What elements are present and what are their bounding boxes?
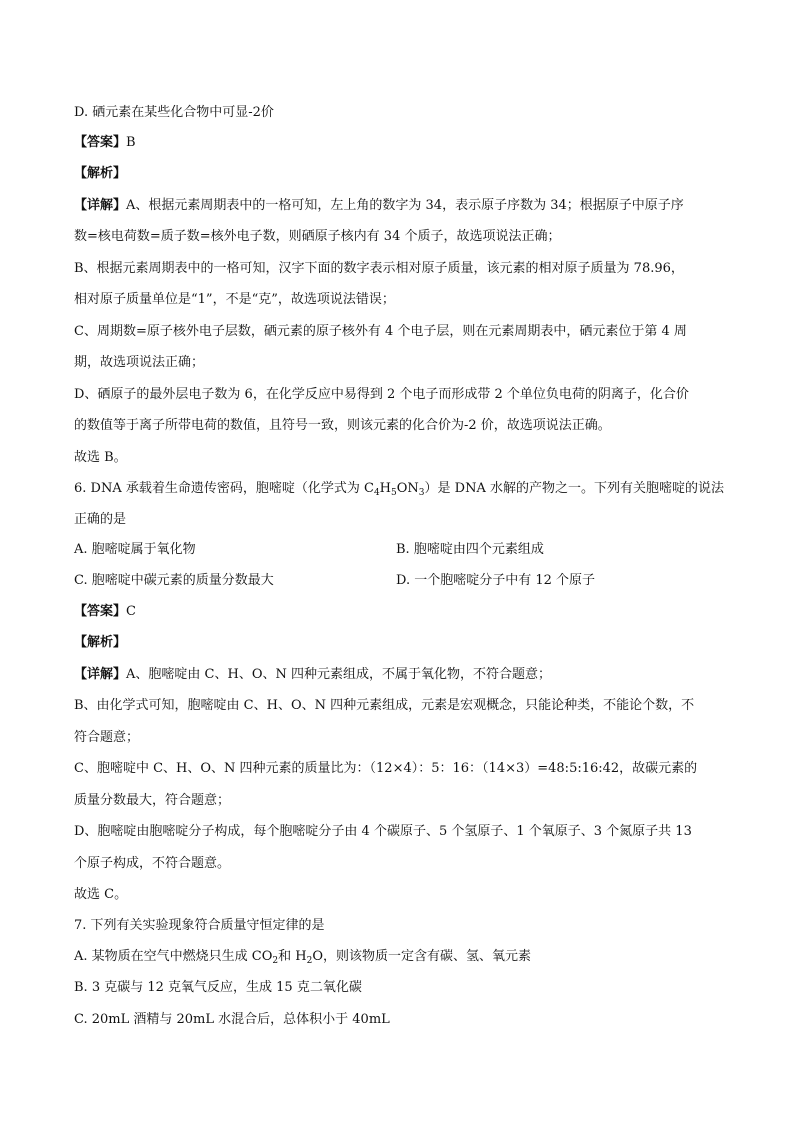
detail-text: 的数值等于离子所带电荷的数值，且符号一致，则该元素的化合价为-2 价，故选项说法正确。 xyxy=(74,418,611,433)
detail-text: 相对原子质量单位是“1”，不是“克”，故选项说法错误； xyxy=(74,292,395,307)
detail-text: D、硒原子的最外层电子数为 6，在化学反应中易得到 2 个电子而形成带 2 个单位负电荷的阴离子，化合价 xyxy=(74,387,689,402)
detail-text: D、胞嘧啶由胞嘧啶分子构成，每个胞嘧啶分子由 4 个碳原子、5 个氢原子、1 个氧原子、3 个氮原子共 13 xyxy=(74,824,692,839)
detail-q5-line6 xyxy=(74,354,204,372)
detail-q6-line6 xyxy=(74,823,692,841)
subscript: 2 xyxy=(306,956,313,966)
detail-text: 期，故选项说法正确； xyxy=(74,355,205,370)
detail-q6-line5 xyxy=(74,792,230,810)
option-d xyxy=(396,572,595,590)
detail-text: 数=核电荷数=质子数=核外电子数，则硒原子核内有 34 个质子，故选项说法正确； xyxy=(74,229,561,244)
analysis-tag: 【解析】 xyxy=(74,166,127,181)
detail-q5-line4 xyxy=(74,291,395,309)
detail-tag: 【详解】 xyxy=(74,198,127,213)
subscript: 2 xyxy=(272,956,279,966)
question-text: 7. 下列有关实验现象符合质量守恒定律的是 xyxy=(74,918,325,933)
detail-q6-line1 xyxy=(74,666,551,684)
question-text: 正确的是 xyxy=(74,512,127,527)
conclusion-q5 xyxy=(74,449,127,467)
analysis-heading-q5 xyxy=(74,165,126,183)
detail-q6-line3 xyxy=(74,729,139,747)
detail-text: B、由化学式可知，胞嘧啶由 C、H、O、N 四种元素组成，元素是宏观概念，只能论种类，不能论个数，不 xyxy=(74,698,695,713)
question-text: ON xyxy=(396,481,419,496)
detail-q6-line4 xyxy=(74,760,697,778)
conclusion-text: 故选 C。 xyxy=(74,887,128,902)
option-b xyxy=(396,541,544,559)
question-7-stem xyxy=(74,917,325,935)
detail-q5-line7 xyxy=(74,386,689,404)
question-7-option-b xyxy=(74,979,362,997)
option-a-text: 和 H xyxy=(278,949,307,964)
option-c-text: C. 20mL 酒精与 20mL 水混合后，总体积小于 40mL xyxy=(74,1012,390,1027)
analysis-heading-q6 xyxy=(74,634,126,652)
question-text: H xyxy=(379,481,392,496)
detail-text: 质量分数最大，符合题意； xyxy=(74,793,231,808)
question-text: ）是 DNA 水解的产物之一。下列有关胞嘧啶的说法 xyxy=(424,481,724,496)
question-text: 6. DNA 承载着生命遗传密码，胞嘧啶（化学式为 C xyxy=(74,481,374,496)
conclusion-q6 xyxy=(74,886,127,904)
option-d-q5 xyxy=(74,104,274,122)
subscript: 3 xyxy=(418,488,425,498)
question-6-line1 xyxy=(74,480,724,498)
answer-tag: 【答案】 xyxy=(74,135,127,150)
detail-q6-line2 xyxy=(74,697,694,715)
detail-text: 符合题意； xyxy=(74,730,140,745)
subscript: 5 xyxy=(391,488,397,498)
option-d-q5-text: D. 硒元素在某些化合物中可显-2价 xyxy=(74,105,274,120)
answer-value: C xyxy=(126,604,136,619)
option-c: C. 胞嘧啶中碳元素的质量分数最大 xyxy=(74,573,274,588)
option-a-text: O，则该物质一定含有碳、氢、氧元素 xyxy=(312,949,532,964)
option-d-text: D. 一个胞嘧啶分子中有 12 个原子 xyxy=(396,573,596,588)
detail-q5-line3 xyxy=(74,260,684,278)
question-7-option-a xyxy=(74,948,531,966)
analysis-tag: 【解析】 xyxy=(74,635,127,650)
answer-value: B xyxy=(126,135,136,150)
option-b-text: B. 3 克碳与 12 克氧气反应，生成 15 克二氧化碳 xyxy=(74,980,362,995)
detail-q6-line7 xyxy=(74,855,230,873)
detail-q5-line8 xyxy=(74,417,611,435)
detail-q5-line2 xyxy=(74,228,561,246)
conclusion-text: 故选 B。 xyxy=(74,450,127,465)
option-a: A. 胞嘧啶属于氧化物 xyxy=(74,542,196,557)
detail-q5-line1 xyxy=(74,197,684,215)
question-6-options-row1 xyxy=(74,541,196,559)
detail-text: C、胞嘧啶中 C、H、O、N 四种元素的质量比为：（12×4）：5：16：（14×3）=48:5:16:42，故碳元素的 xyxy=(74,761,698,776)
detail-text: A、根据元素周期表中的一格可知，左上角的数字为 34，表示原子序数为 34；根据原子中原子序 xyxy=(126,198,684,213)
question-6-options-row2 xyxy=(74,572,274,590)
subscript: 4 xyxy=(373,488,380,498)
detail-text: A、胞嘧啶由 C、H、O、N 四种元素组成，不属于氧化物，不符合题意； xyxy=(126,667,551,682)
answer-tag: 【答案】 xyxy=(74,604,127,619)
detail-text: 个原子构成，不符合题意。 xyxy=(74,856,231,871)
option-b-text: B. 胞嘧啶由四个元素组成 xyxy=(396,542,544,557)
answer-q6 xyxy=(74,603,136,621)
option-a-text: A. 某物质在空气中燃烧只生成 CO xyxy=(74,949,273,964)
detail-text: C、周期数=原子核外电子层数，硒元素的原子核外有 4 个电子层，则在元素周期表中，硒元素位于第 4 周 xyxy=(74,324,687,339)
question-6-line2 xyxy=(74,511,126,529)
detail-tag: 【详解】 xyxy=(74,667,127,682)
answer-q5 xyxy=(74,134,136,152)
detail-q5-line5 xyxy=(74,323,687,341)
detail-text: B、根据元素周期表中的一格可知，汉字下面的数字表示相对原子质量，该元素的相对原子质量为 78.96， xyxy=(74,261,684,276)
question-7-option-c xyxy=(74,1011,390,1029)
